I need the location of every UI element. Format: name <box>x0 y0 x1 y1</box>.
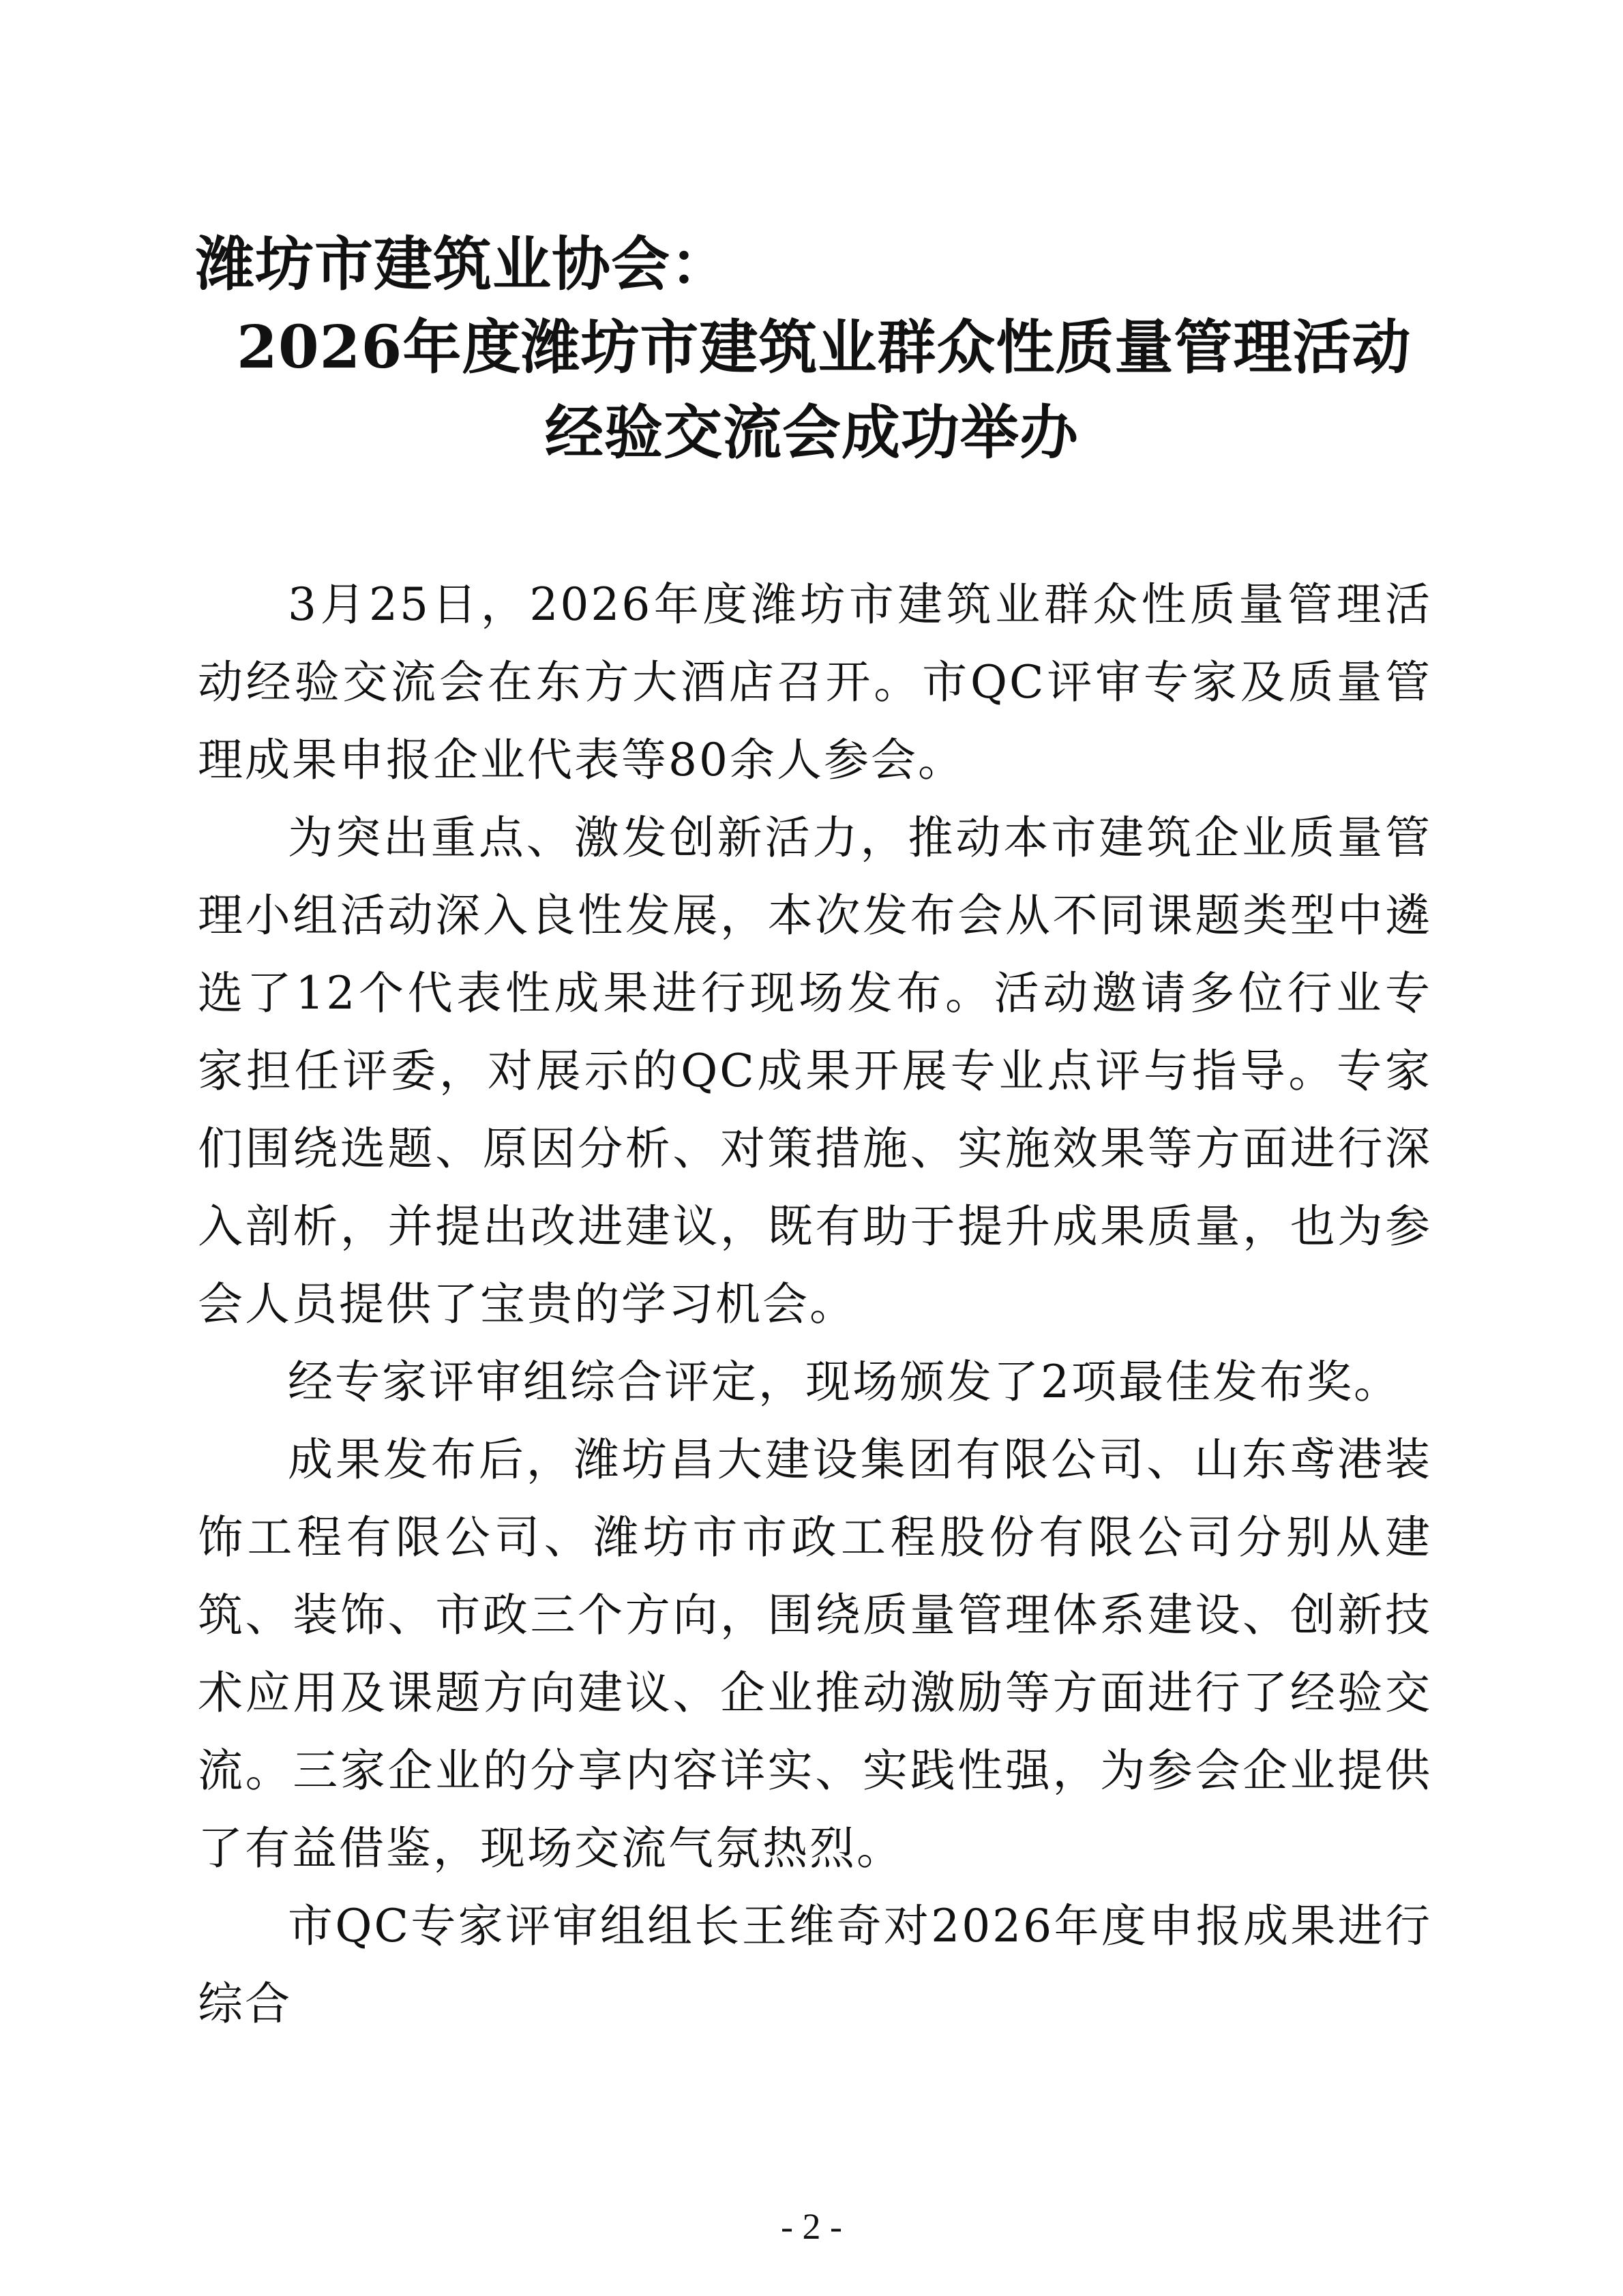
paragraph-4: 成果发布后，潍坊昌大建设集团有限公司、山东鸢港装饰工程有限公司、潍坊市市政工程股份有限公司分别从建筑、装饰、市政三个方向，围绕质量管理体系建设、创新技术应用及课题方向建议、企业推动激励等方面进行了经验交流。三家企业的分享内容详实、实践性强，为参会企业提供了有益借鉴，现场交流气氛热烈。 <box>198 1433 1432 1875</box>
paragraph-5: 市QC专家评审组组长王维奇对2026年度申报成果进行综合 <box>198 1900 1432 2030</box>
title-line-1: 潍坊市建筑业协会： <box>196 230 730 299</box>
page-number: - 2 - <box>781 2206 842 2247</box>
paragraph-2: 为突出重点、激发创新活力，推动本市建筑企业质量管理小组活动深入良性发展，本次发布会从不同课题类型中遴选了12个代表性成果进行现场发布。活动邀请多位行业专家担任评委，对展示的QC成果开展专业点评与指导。专家们围绕选题、原因分析、对策措施、实施效果等方面进行深入剖析，并提出改进建议，既有助于提升成果质量，也为参会人员提供了宝贵的学习机会。 <box>198 811 1432 1330</box>
article-body <box>198 566 1432 2043</box>
title-line-2: 2026年度潍坊市建筑业群众性质量管理活动 <box>237 313 1412 382</box>
paragraph-1: 3月25日，2026年度潍坊市建筑业群众性质量管理活动经验交流会在东方大酒店召开。市QC评审专家及质量管理成果申报企业代表等80余人参会。 <box>198 578 1432 786</box>
title-line-3: 经验交流会成功举办 <box>545 398 1079 467</box>
paragraph-3: 经专家评审组综合评定，现场颁发了2项最佳发布奖。 <box>288 1356 1401 1408</box>
